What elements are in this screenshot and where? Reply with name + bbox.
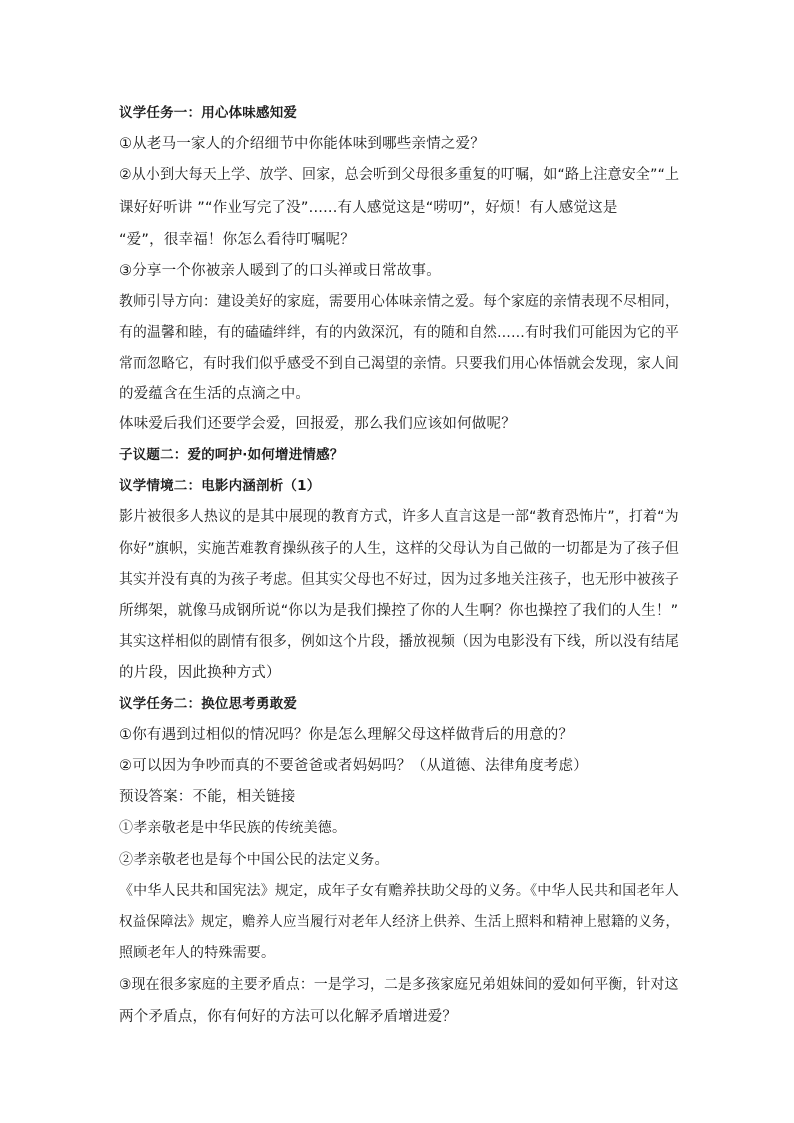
film-analysis-line-3: 其实并没有真的为孩子考虑。但其实父母也不好过，因为过多地关注孩子，也无形中被孩子 — [119, 572, 680, 588]
preset-answer: 预设答案：不能，相关链接 — [119, 789, 296, 805]
question-1: ①从老马一家人的介绍细节中你能体味到哪些亲情之爱？ — [119, 136, 485, 152]
law-text-line-2: 权益保障法》规定，赡养人应当履行对老年人经济上供养、生活上照料和精神上慰籍的义务， — [119, 914, 680, 930]
film-analysis-line-1: 影片被很多人热议的是其中展现的教育方式，许多人直言这是一部“教育恐怖片”，打着“为 — [119, 509, 679, 525]
teacher-guide-line-2: 有的温馨和睦，有的磕磕绊绊，有的内敛深沉，有的随和自然……有时我们可能因为它的平 — [119, 325, 680, 341]
law-text-line-3: 照顾老年人的特殊需要。 — [119, 945, 276, 961]
sub-topic-2-heading: 子议题二：爱的呵护·如何增进情感？ — [119, 447, 344, 463]
link-point-1: ①孝亲敬老是中华民族的传统美德。 — [119, 820, 347, 836]
heading-task-2: 议学任务二：换位思考勇敢爱 — [119, 696, 298, 712]
question-2-line-2: 课好好听讲 ”“作业写完了没”......有人感觉这是“唠叨”，好烦！有人感觉这是 — [119, 200, 618, 216]
question-2-line-3: “爱”，很幸福！你怎么看待叮嘱呢？ — [119, 232, 355, 248]
teacher-guide-line-4: 的爱蕴含在生活的点滴之中。 — [119, 386, 311, 402]
film-analysis-line-4: 所绑架，就像马成钢所说“你以为是我们操控了你的人生啊？你也操控了我们的人生！” — [119, 603, 679, 619]
law-text-line-1: 《中华人民共和国宪法》规定，成年子女有赡养扶助父母的义务。《中华人民共和国老年人 — [119, 883, 679, 899]
scenario-2-heading: 议学情境二：电影内涵剖析（1） — [119, 478, 321, 494]
task-2-question-3-line-1: ③现在很多家庭的主要矛盾点：一是学习，二是多孩家庭兄弟姐妹间的爱如何平衡，针对这 — [119, 977, 679, 993]
question-2-line-1: ②从小到大每天上学、放学、回家，总会听到父母很多重复的叮嘱，如“路上注意安全”“上 — [119, 167, 680, 183]
link-point-2: ②孝亲敬老也是每个中国公民的法定义务。 — [119, 852, 389, 868]
teacher-guide-line-1: 教师引导方向：建设美好的家庭，需要用心体味亲情之爱。每个家庭的亲情表现不尽相同， — [119, 294, 680, 310]
heading-task-1: 议学任务一：用心体味感知爱 — [119, 105, 298, 121]
task-2-question-3-line-2: 两个矛盾点，你有何好的方法可以化解矛盾增进爱？ — [119, 1009, 458, 1025]
transition-text: 体味爱后我们还要学会爱，回报爱，那么我们应该如何做呢？ — [119, 416, 516, 432]
film-analysis-line-5: 其实这样相似的剧情有很多，例如这个片段，播放视频（因为电影没有下线，所以没有结尾 — [119, 634, 680, 650]
film-analysis-line-2: 你好”旗帜，实施苦难教育操纵孩子的人生，这样的父母认为自己做的一切都是为了孩子但 — [119, 541, 680, 557]
question-3: ③分享一个你被亲人暖到了的口头禅或日常故事。 — [119, 263, 441, 279]
film-analysis-line-6: 的片段，因此换种方式） — [119, 665, 281, 681]
task-2-question-1: ①你有遇到过相似的情况吗？你是怎么理解父母这样做背后的用意的？ — [119, 727, 574, 743]
task-2-question-2: ②可以因为争吵而真的不要爸爸或者妈妈吗？（从道德、法律角度考虑） — [119, 758, 588, 774]
teacher-guide-line-3: 常而忽略它，有时我们似乎感受不到自己渴望的亲情。只要我们用心体悟就会发现，家人间 — [119, 356, 680, 372]
